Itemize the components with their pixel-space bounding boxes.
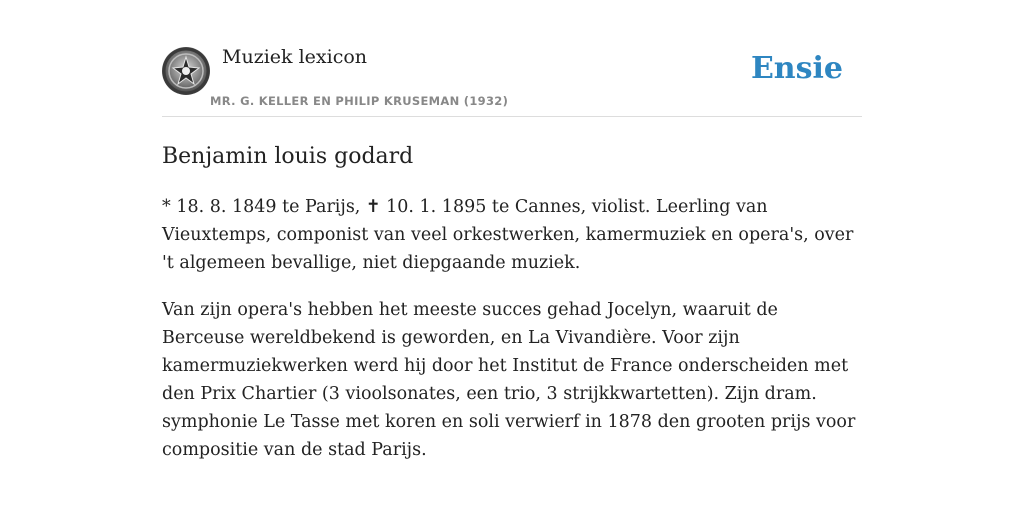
article-paragraph: Van zijn opera's hebben het meeste succes gehad Jocelyn, waaruit de Berceuse wereldbekend is geworden, en La Vivandière. Voor zijn kamermuziekwerken werd hij door het Institut de France onderscheiden met den Prix Chartier (3 vioolsonates, een trio, 3 strijkkwartetten). Zijn dram. symphonie Le Tasse met koren en soli verwierf in 1878 den grooten prijs voor compositie van de stad Parijs. xyxy=(162,300,856,460)
article-paragraph: * 18. 8. 1849 te Parijs, ✝ 10. 1. 1895 te Cannes, violist. Leerling van Vieuxtemps, componist van veel orkestwerken, kamermuziek en opera's, over 't algemeen bevallige, niet diepgaande muziek. xyxy=(162,197,854,273)
lexicon-authors: MR. G. KELLER EN PHILIP KRUSEMAN (1932) xyxy=(210,94,509,108)
article-page xyxy=(162,0,862,464)
lexicon-header xyxy=(162,0,862,117)
article-title: Benjamin louis godard xyxy=(162,144,414,169)
lexicon-name-link[interactable]: Muziek lexicon xyxy=(222,46,368,68)
ensie-logo-link[interactable]: Ensie xyxy=(750,51,843,86)
lexicon-emblem-icon[interactable] xyxy=(162,47,210,95)
